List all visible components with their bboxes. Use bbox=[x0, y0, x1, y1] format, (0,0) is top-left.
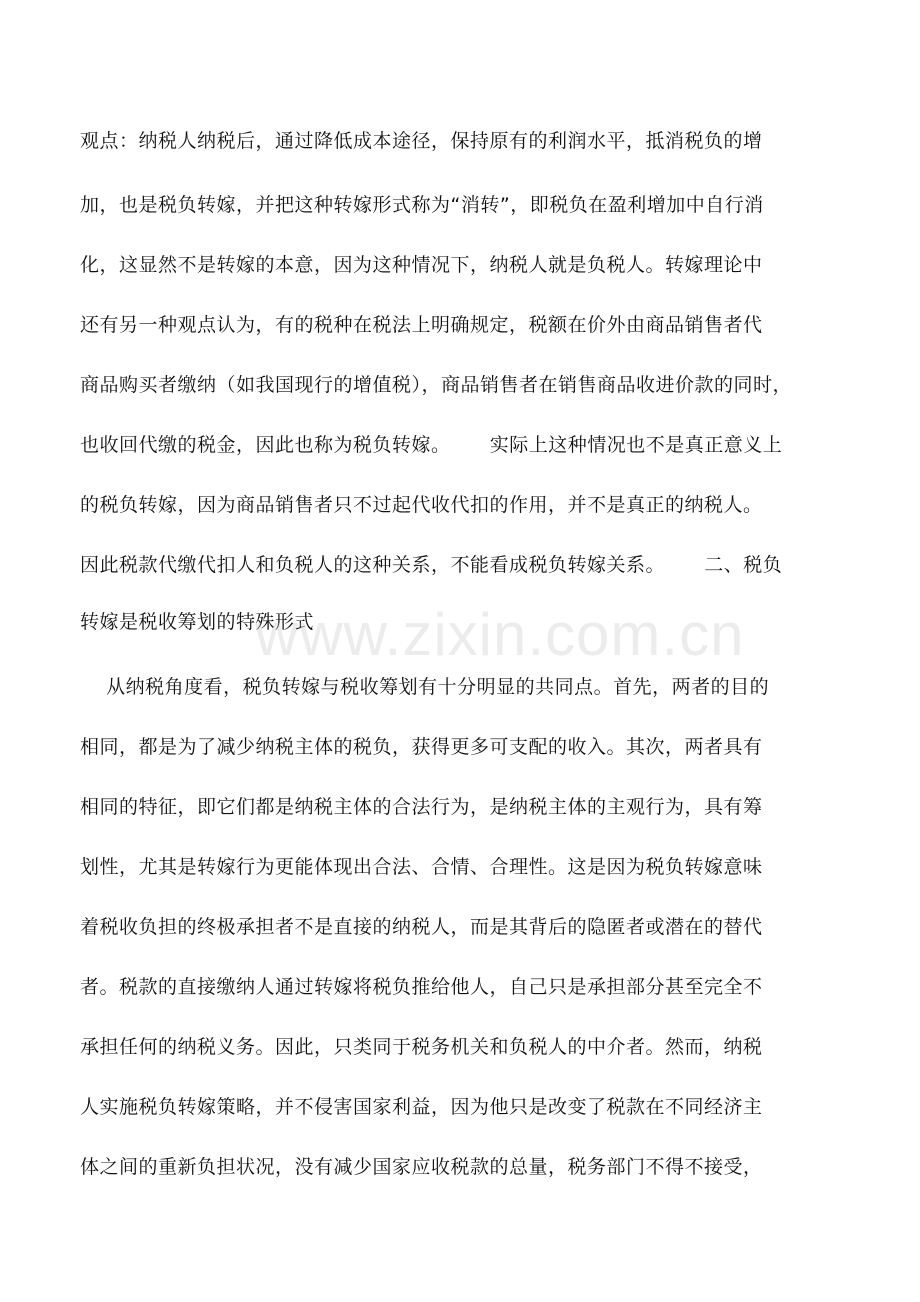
text-line-12: 相同的特征，即它们都是纳税主体的合法行为，是纳税主体的主观行为，具有筹 bbox=[80, 796, 763, 818]
text-line-4: 还有另一种观点认为，有的税种在税法上明确规定，税额在价外由商品销售者代 bbox=[80, 314, 763, 336]
text-line-11: 相同，都是为了减少纳税主体的税负，获得更多可支配的收入。其次，两者具有 bbox=[80, 736, 763, 758]
text-line-9: 转嫁是税收筹划的特殊形式 bbox=[80, 611, 315, 633]
text-line-15: 者。税款的直接缴纳人通过转嫁将税负推给他人，自己只是承担部分甚至完全不 bbox=[80, 976, 763, 998]
text-line-14: 着税收负担的终极承担者不是直接的纳税人，而是其背后的隐匿者或潜在的替代 bbox=[80, 916, 763, 938]
text-line-5: 商品购买者缴纳（如我国现行的增值税），商品销售者在销售商品收进价款的同时， bbox=[80, 374, 793, 396]
text-line-2: 加，也是税负转嫁，并把这种转嫁形式称为“消转”，即税负在盈利增加中自行消 bbox=[80, 194, 764, 216]
text-line-13: 划性，尤其是转嫁行为更能体现出合法、合情、合理性。这是因为税负转嫁意味 bbox=[80, 856, 763, 878]
text-line-7: 的税负转嫁，因为商品销售者只不过起代收代扣的作用，并不是真正的纳税人。 bbox=[80, 494, 763, 516]
text-line-16: 承担任何的纳税义务。因此，只类同于税务机关和负税人的中介者。然而，纳税 bbox=[80, 1036, 763, 1058]
text-line-18: 体之间的重新负担状况，没有减少国家应收税款的总量，税务部门不得不接受， bbox=[80, 1156, 763, 1178]
text-line-8: 因此税款代缴代扣人和负税人的这种关系，不能看成税负转嫁关系。 二、税负 bbox=[80, 554, 783, 576]
text-line-6: 也收回代缴的税金，因此也称为税负转嫁。 实际上这种情况也不是真正意义上 bbox=[80, 434, 783, 456]
text-line-1: 观点：纳税人纳税后，通过降低成本途径，保持原有的利润水平，抵消税负的增 bbox=[80, 130, 763, 152]
text-line-3: 化，这显然不是转嫁的本意，因为这种情况下，纳税人就是负税人。转嫁理论中 bbox=[80, 254, 763, 276]
text-line-17: 人实施税负转嫁策略，并不侵害国家利益，因为他只是改变了税款在不同经济主 bbox=[80, 1096, 763, 1118]
watermark-text: www.zixin.com.cn bbox=[255, 601, 745, 668]
text-line-10: 从纳税角度看，税负转嫁与税收筹划有十分明显的共同点。首先，两者的目的 bbox=[80, 676, 770, 698]
